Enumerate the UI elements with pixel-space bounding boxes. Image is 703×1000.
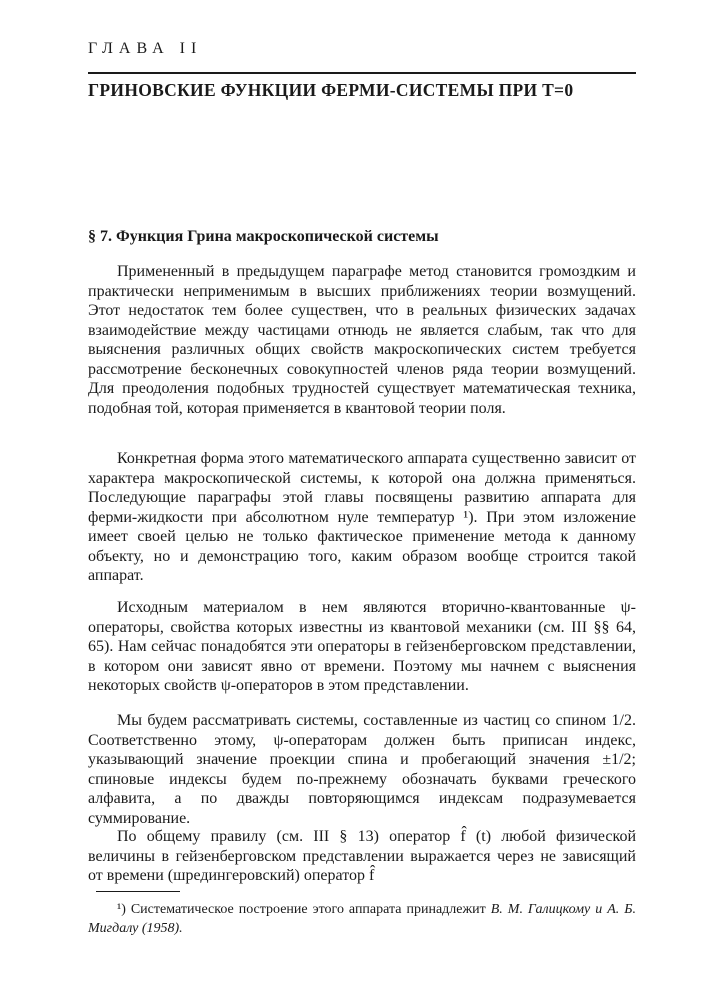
chapter-label: ГЛАВА II [88,40,203,57]
footnote-rule [96,891,180,892]
paragraph-5: По общему правилу (см. III § 13) оператор f̂ (t) любой физической величины в гейзенберговском представлении выражается через не зависящий от времени (шредингеровский) оператор f̂ [88,828,636,884]
paragraph-2: Конкретная форма этого математического аппарата существенно зависит от характера макроскопической системы, к которой она должна применяться. Последующие параграфы этой главы посвящены развитию аппарата для ферми-жидкости при абсолютном нуле температур ¹). При этом изложение имеет своей целью не только фактическое применение метода к данному объекту, но и демонстрацию того, каким образом вообще строится такой аппарат. [88,450,636,584]
footnote-authors: В. М. Галицкому и А. Б. Мигдалу (1958). [88,902,636,936]
chapter-title: ГРИНОВСКИЕ ФУНКЦИИ ФЕРМИ-СИСТЕМЫ ПРИ T=0 [88,80,574,100]
paragraph-3: Исходным материалом в нем являются вторично-квантованные ψ-операторы, свойства которых известны из квантовой механики (см. III §§ 64, 65). Нам сейчас понадобятся эти операторы в гейзенберговском представлении, в котором они зависят явно от времени. Поэтому мы начнем с выяснения некоторых свойств ψ-операторов в этом представлении. [88,599,636,694]
paragraph-4: Мы будем рассматривать системы, составленные из частиц со спином 1/2. Соответственно этому, ψ-операторам должен быть приписан индекс, указывающий значение проекции спина и пробегающий значения ±1/2; спиновые индексы будем по-прежнему обозначать буквами греческого алфавита, а по дважды повторяющимся индексам подразумевается суммирование. [88,712,636,827]
section-title: § 7. Функция Грина макроскопической системы [88,228,439,245]
footnote [88,900,636,938]
paragraph-1: Примененный в предыдущем параграфе метод становится громоздким и практически неприменимым в высших приближениях теории возмущений. Этот недостаток тем более существен, что в реальных физических задачах взаимодействие между частицами отнюдь не является слабым, так что для выяснения различных общих свойств макроскопических систем требуется рассмотрение бесконечных совокупностей членов ряда теории возмущений. Для преодоления подобных трудностей существует математическая техника, подобная той, которая применяется в квантовой теории поля. [88,263,636,417]
footnote-text: ¹) Систематическое построение этого аппарата принадлежит [117,902,491,917]
header-rule [88,72,636,74]
